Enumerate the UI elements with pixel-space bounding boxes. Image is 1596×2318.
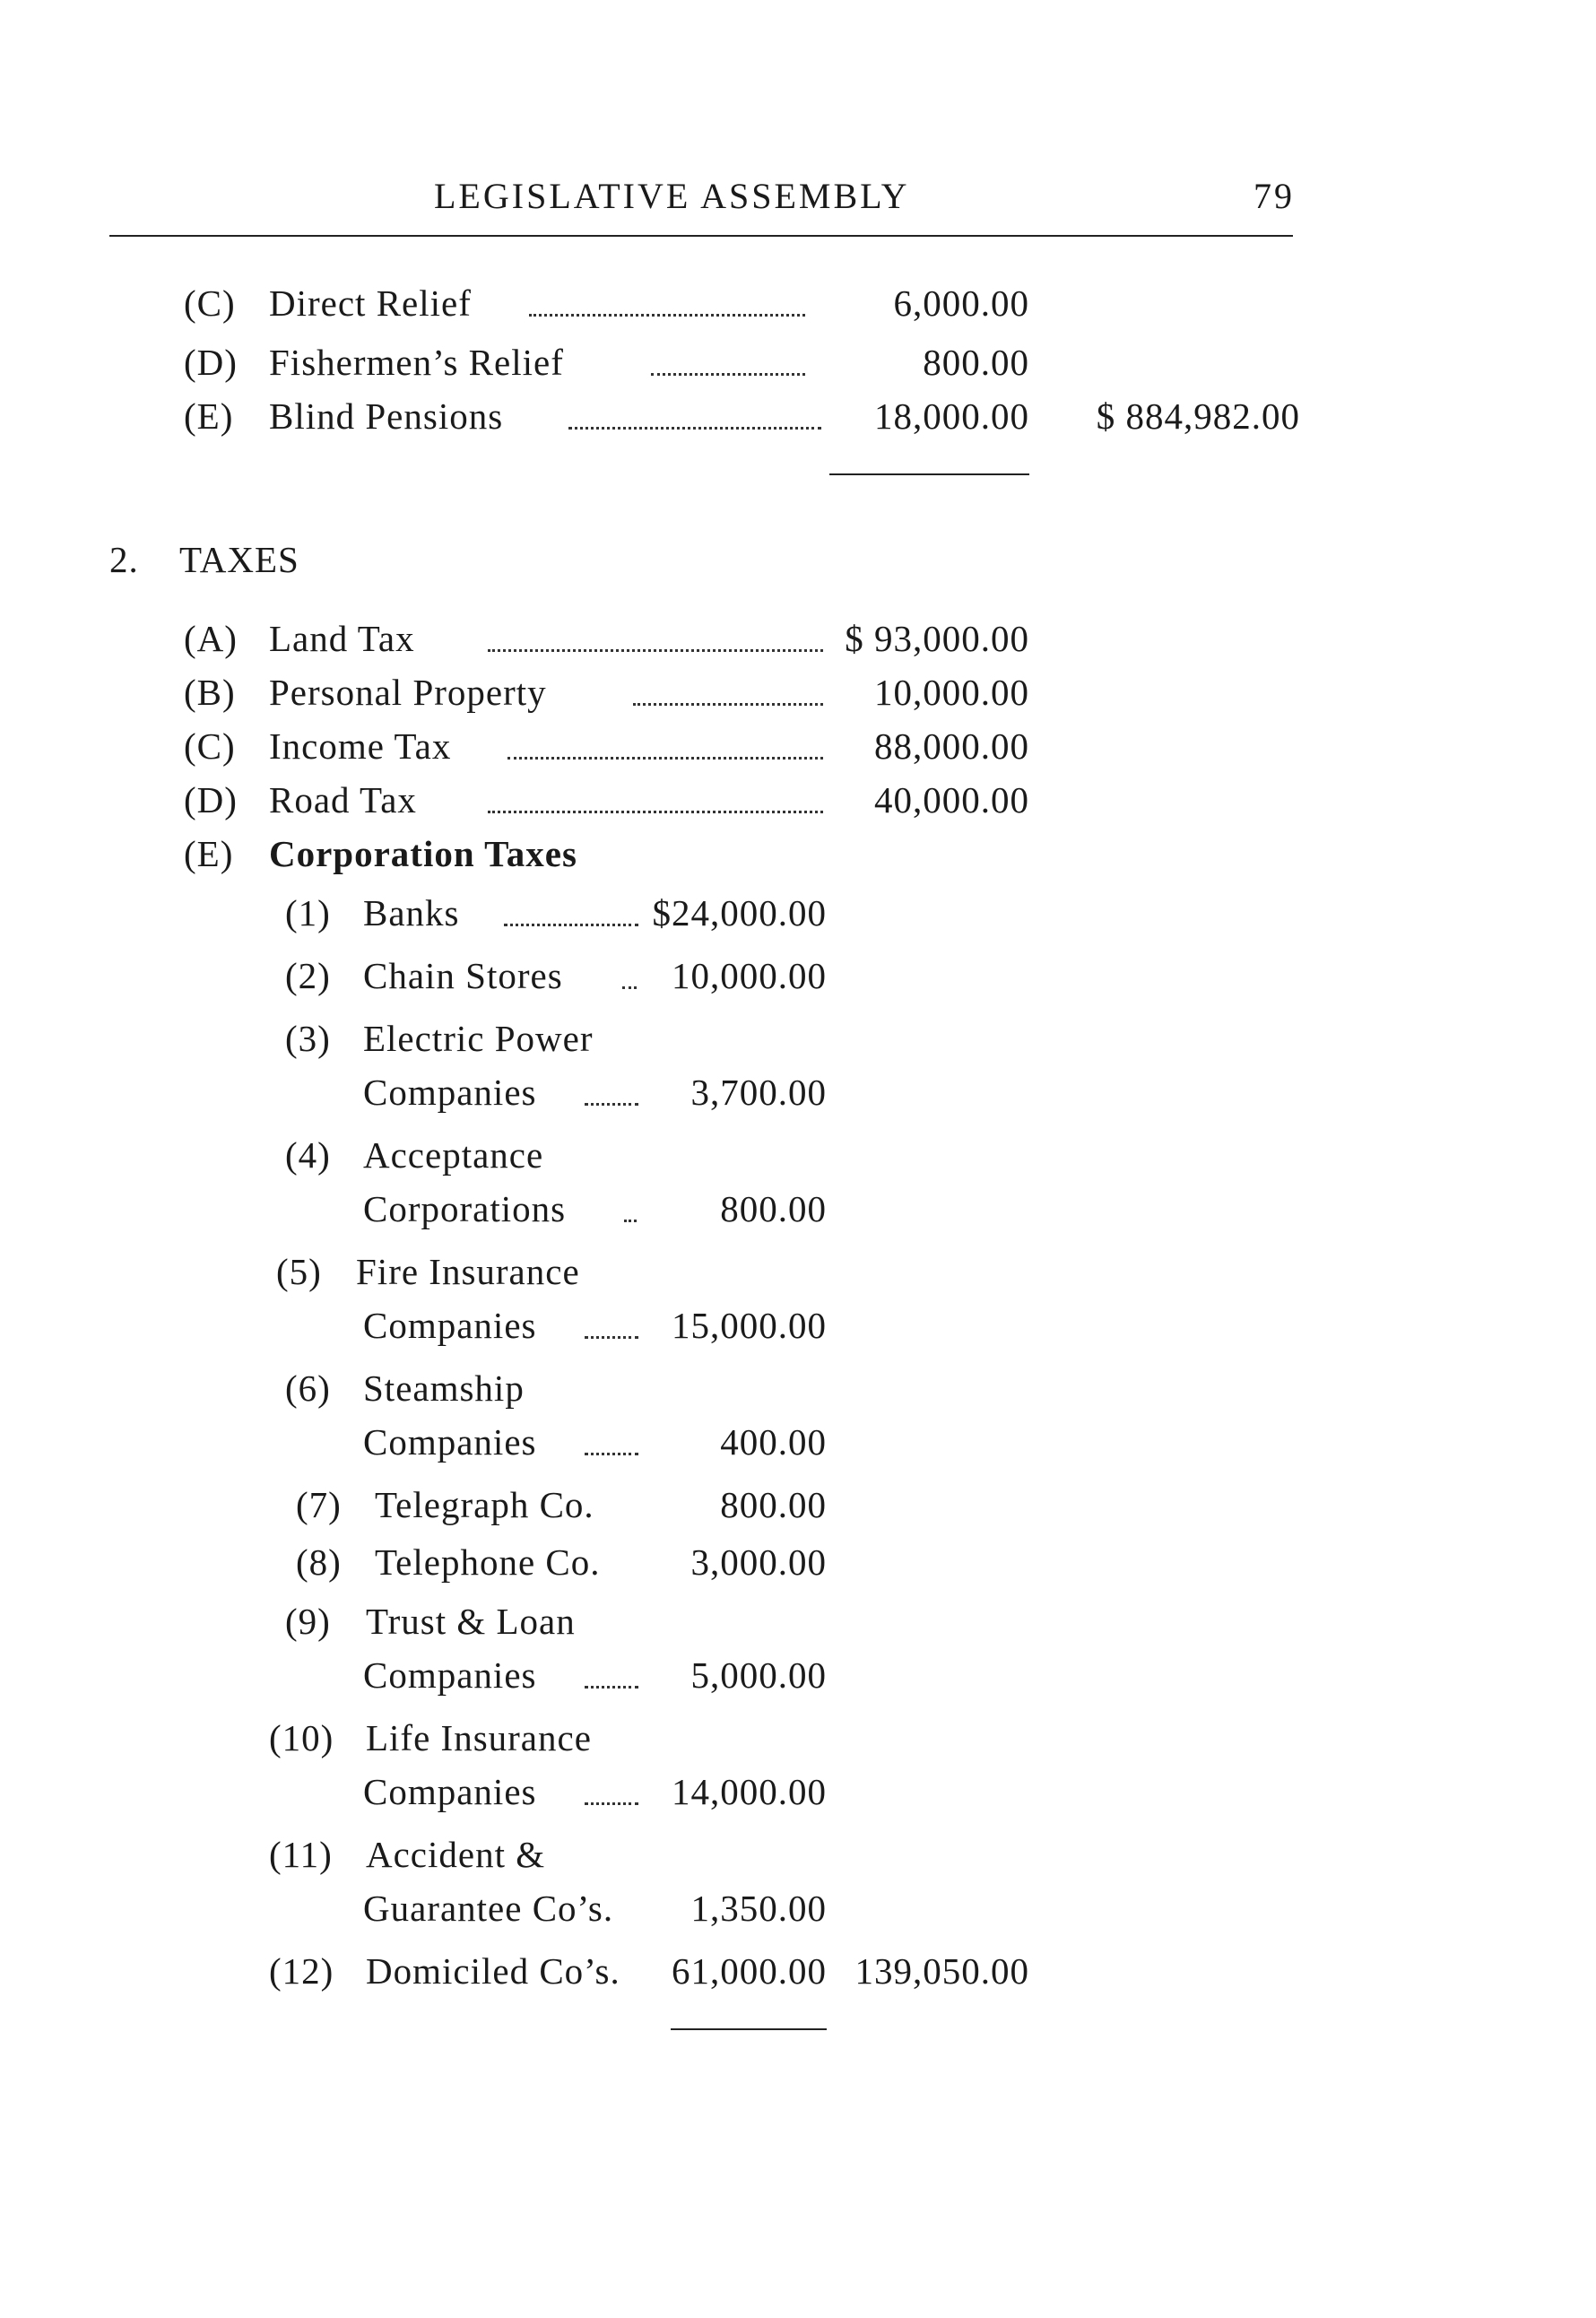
corp-item-amount: $24,000.00 (652, 892, 827, 933)
relief-item-amount: 6,000.00 (893, 282, 1029, 324)
leader-dots (529, 314, 805, 317)
corp-item-label-cont: Companies (363, 1305, 537, 1346)
relief-item-label: Blind Pensions (269, 395, 504, 437)
corp-item-amount: 400.00 (720, 1421, 827, 1463)
subtotal-rule (829, 473, 1029, 475)
corp-item-amount: 3,700.00 (690, 1072, 827, 1113)
corp-item-amount: 3,000.00 (690, 1541, 827, 1583)
tax-item-letter: (C) (184, 725, 236, 767)
corp-item-label-cont: Companies (363, 1421, 537, 1463)
corp-item-number: (4) (285, 1134, 331, 1176)
tax-item-label: Land Tax (269, 618, 415, 659)
leader-dots (504, 924, 638, 926)
tax-item-amount: 10,000.00 (874, 672, 1029, 713)
corp-item-amount: 10,000.00 (672, 955, 827, 996)
corp-item-label: Steamship (363, 1367, 525, 1409)
tax-item-label: Personal Property (269, 672, 547, 713)
corp-item-number: (5) (276, 1251, 322, 1292)
leader-dots (507, 757, 823, 760)
leader-dots (488, 649, 823, 652)
relief-item-letter: (D) (184, 342, 238, 383)
corp-item-label: Acceptance (363, 1134, 544, 1176)
corp-item-amount: 15,000.00 (672, 1305, 827, 1346)
corp-item-number: (10) (269, 1717, 334, 1758)
corp-item-number: (9) (285, 1601, 331, 1642)
tax-item-amount: 88,000.00 (874, 725, 1029, 767)
corp-item-label: Chain Stores (363, 955, 563, 996)
corp-item-number: (6) (285, 1367, 331, 1409)
corp-item-number: (1) (285, 892, 331, 933)
corp-item-label-cont: Corporations (363, 1188, 567, 1229)
corp-item-amount: 1,350.00 (690, 1888, 827, 1929)
relief-item-letter: (E) (184, 395, 234, 437)
corp-item-label-cont: Companies (363, 1072, 537, 1113)
relief-item-label: Fishermen’s Relief (269, 342, 564, 383)
corp-item-label: Telegraph Co. (375, 1484, 594, 1525)
section-heading: TAXES (179, 539, 299, 580)
corp-item-amount: 800.00 (720, 1188, 827, 1229)
section-number: 2. (109, 539, 139, 580)
leader-dots (651, 373, 805, 376)
corporation-total: 139,050.00 (854, 1950, 1029, 1992)
corp-item-amount: 14,000.00 (672, 1771, 827, 1812)
corp-item-amount: 61,000.00 (672, 1950, 827, 1992)
corp-item-number: (11) (269, 1834, 333, 1875)
relief-item-amount: 800.00 (923, 342, 1029, 383)
relief-item-label: Direct Relief (269, 282, 472, 324)
leader-dots (488, 811, 823, 813)
relief-item-letter: (C) (184, 282, 236, 324)
corp-item-label-cont: Companies (363, 1654, 537, 1696)
corp-item-label: Fire Insurance (356, 1251, 580, 1292)
corp-item-number: (3) (285, 1018, 331, 1059)
corp-item-amount: 5,000.00 (690, 1654, 827, 1696)
corp-item-label: Telephone Co. (375, 1541, 601, 1583)
tax-item-label: Road Tax (269, 779, 417, 820)
corp-item-label: Domiciled Co’s. (366, 1950, 620, 1992)
tax-item-letter: (D) (184, 779, 238, 820)
leader-dots (568, 427, 821, 430)
tax-item-label: Income Tax (269, 725, 452, 767)
corp-item-label: Accident & (366, 1834, 546, 1875)
corp-item-label: Electric Power (363, 1018, 594, 1059)
corp-item-number: (2) (285, 955, 331, 996)
tax-item-letter: (A) (184, 618, 238, 659)
corp-item-label: Banks (363, 892, 460, 933)
tax-item-amount: 40,000.00 (874, 779, 1029, 820)
corp-item-label: Trust & Loan (366, 1601, 576, 1642)
corp-item-amount: 800.00 (720, 1484, 827, 1525)
relief-total: $ 884,982.00 (1096, 395, 1300, 437)
corporation-letter: (E) (184, 833, 234, 874)
closing-rule (671, 2028, 827, 2030)
tax-item-amount: $ 93,000.00 (845, 618, 1029, 659)
corp-item-label-cont: Companies (363, 1771, 537, 1812)
corp-item-label: Life Insurance (366, 1717, 592, 1758)
corp-item-label-cont: Guarantee Co’s. (363, 1888, 614, 1929)
corporation-heading: Corporation Taxes (269, 833, 577, 874)
relief-item-amount: 18,000.00 (874, 395, 1029, 437)
leader-dots (633, 703, 823, 706)
tax-item-letter: (B) (184, 672, 236, 713)
page-title: LEGISLATIVE ASSEMBLY (434, 176, 910, 216)
corp-item-number: (8) (296, 1541, 342, 1583)
header-rule (109, 235, 1293, 237)
corp-item-number: (7) (296, 1484, 342, 1525)
corp-item-number: (12) (269, 1950, 334, 1992)
page-number: 79 (1253, 176, 1295, 216)
